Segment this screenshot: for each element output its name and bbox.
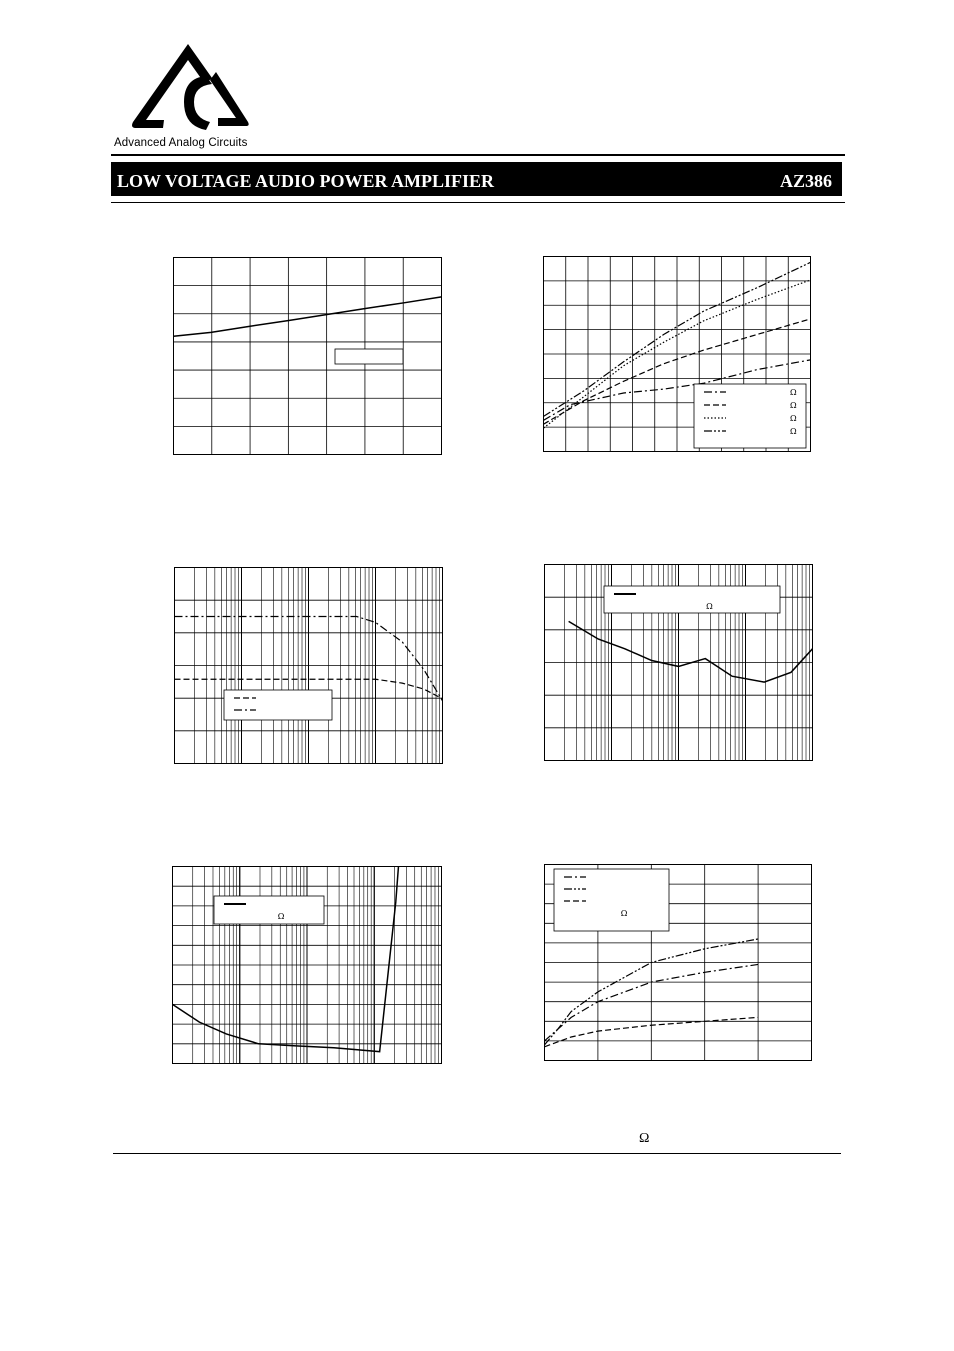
chart-2 — [543, 256, 811, 452]
legend-box — [214, 896, 324, 924]
chart-legend — [335, 349, 403, 364]
logo-c-mark — [184, 76, 212, 130]
footer-rule — [113, 1153, 841, 1154]
chart-legend — [694, 384, 806, 448]
chart-4 — [544, 564, 813, 761]
document-title: LOW VOLTAGE AUDIO POWER AMPLIFIER — [117, 171, 495, 191]
legend-box — [224, 690, 332, 720]
legend-label: Ω — [790, 427, 797, 436]
legend-label: Ω — [790, 388, 797, 397]
legend-label: Ω — [790, 401, 797, 410]
series-line-1 — [174, 297, 442, 336]
chart-5 — [172, 866, 442, 1064]
legend-label: Ω — [790, 414, 797, 423]
title-underline — [111, 202, 845, 203]
chart-6 — [544, 864, 812, 1061]
chart-grid — [175, 568, 443, 764]
chart-3 — [174, 567, 443, 764]
legend-label: Ω — [706, 602, 713, 611]
logo-right-leg — [210, 72, 249, 126]
legend-box — [554, 869, 669, 931]
part-number: AZ386 — [779, 171, 832, 191]
legend-label: Ω — [277, 912, 285, 921]
chart-legend — [604, 586, 780, 613]
legend-label: Ω — [620, 909, 628, 918]
title-bar — [111, 162, 842, 196]
legend-box — [604, 586, 780, 613]
header-rule — [111, 154, 845, 156]
footnote-omega: Ω — [639, 1131, 650, 1146]
legend-box — [335, 349, 403, 364]
company-name: Advanced Analog Circuits — [114, 137, 248, 149]
chart-legend — [554, 869, 669, 931]
chart-1 — [173, 257, 442, 455]
chart-legend — [214, 896, 324, 924]
chart-legend — [224, 690, 332, 720]
